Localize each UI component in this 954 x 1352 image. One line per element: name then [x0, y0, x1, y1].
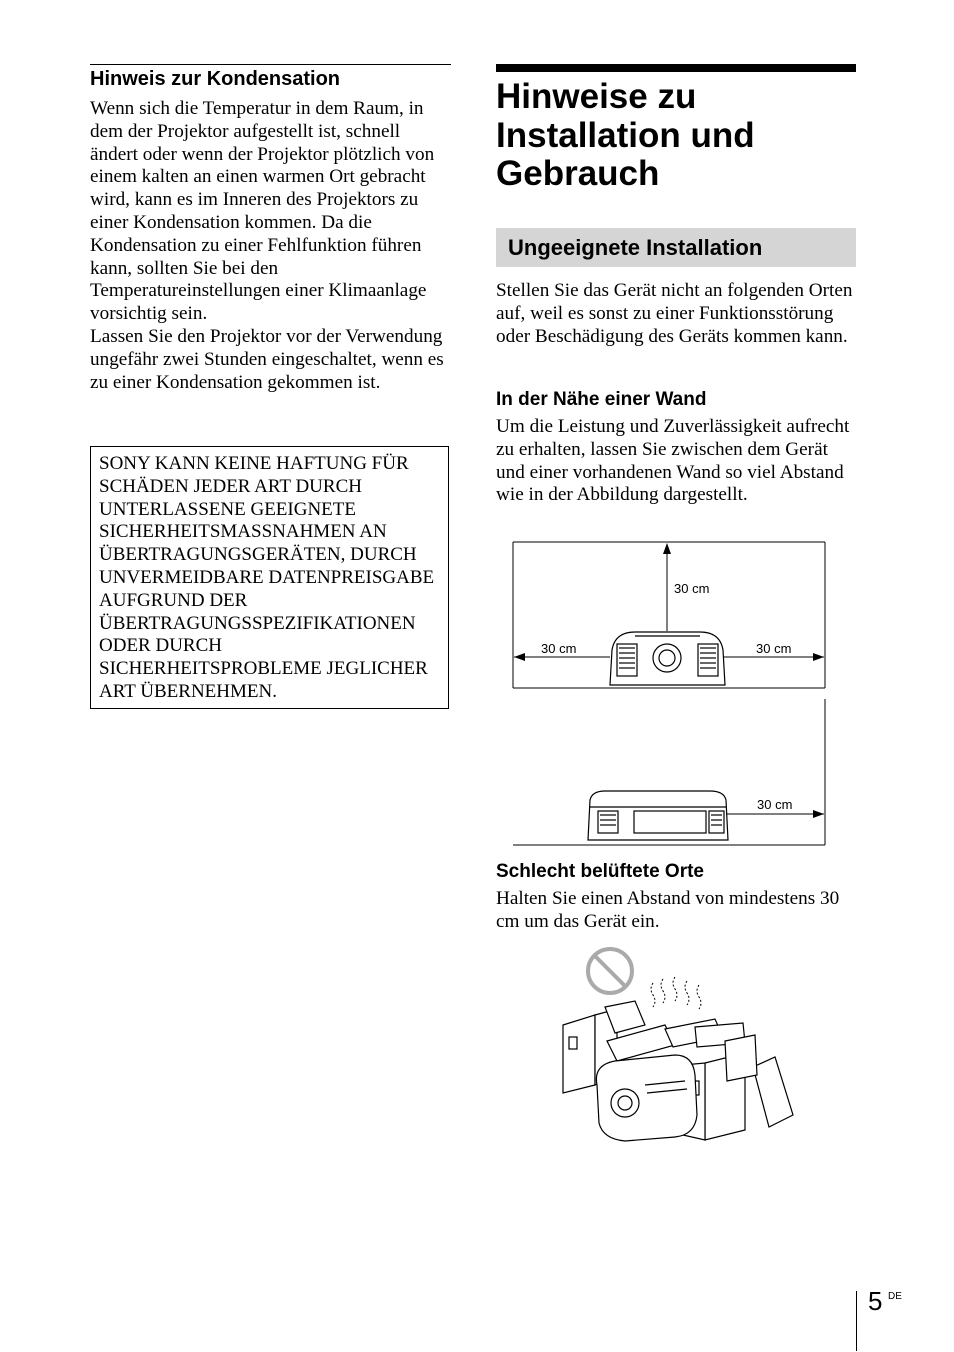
page-language-code: DE	[888, 1291, 902, 1302]
ventilation-paragraph: Halten Sie einen Abstand von mindestens 30 cm um das Gerät ein.	[496, 888, 840, 932]
page-number-rule	[856, 1291, 857, 1351]
poor-ventilation-illustration	[555, 945, 795, 1150]
condensation-paragraph-1: Wenn sich die Temperatur in dem Raum, in dem der Projektor aufgestellt ist, schnell ändert oder wenn der Projektor plötzlich von einem kalten an einen warmen Ort gebracht wird, kann es im Inneren des Projektors zu einer Kondensation kommen. Da die Kondensation zu einer Fehlfunktion führen kann, sollten Sie bei den Temperatureinstellungen einer Klimaanlage vorsichtig sein.	[90, 98, 435, 325]
section-banner: Ungeeignete Installation	[496, 228, 856, 267]
wall-paragraph: Um die Leistung und Zuverlässigkeit aufrecht zu erhalten, lassen Sie zwischen dem Gerät und einer vorhandenen Wand so viel Abstand wie in der Abbildung dargestellt.	[496, 416, 850, 506]
ventilation-heading: Schlecht belüftete Orte	[496, 861, 704, 882]
side-distance-label: 30 cm	[757, 797, 793, 812]
heat-waves-icon	[651, 977, 701, 1009]
projector-angled-view	[596, 1055, 697, 1141]
page-title: Hinweise zu Installation und Gebrauch	[496, 77, 755, 193]
top-distance-label: 30 cm	[674, 581, 710, 596]
condensation-body	[90, 98, 451, 394]
left-column	[90, 64, 451, 394]
arrowhead-up	[663, 543, 671, 554]
arrowhead-side	[813, 810, 824, 818]
title-rule	[496, 64, 856, 72]
prohibited-icon	[588, 949, 632, 993]
right-column	[496, 64, 856, 194]
wall-clearance-top-view	[510, 540, 830, 692]
wall-heading: In der Nähe einer Wand	[496, 389, 707, 410]
right-distance-label: 30 cm	[756, 641, 792, 656]
liability-notice-box: SONY KANN KEINE HAFTUNG FÜR SCHÄDEN JEDER ART DURCH UNTERLASSENE GEEIGNETE SICHERHEITSMASSNAHMEN AN ÜBERTRAGUNGSGERÄTEN, DURCH UNVERMEIDBARE DATENPREISGABE AUFGRUND DER ÜBERTRAGUNGSSPEZIFIKATIONEN ODER DURCH SICHERHEITSPROBLEME JEGLICHER ART ÜBERNEHMEN.	[90, 446, 449, 709]
projector-side-view	[588, 791, 728, 840]
page-number: 5	[868, 1286, 883, 1316]
left-distance-label: 30 cm	[541, 641, 577, 656]
intro-paragraph: Stellen Sie das Gerät nicht an folgenden Orten auf, weil es sonst zu einer Funktionsstörung oder Beschädigung des Geräts kommen kann.	[496, 280, 853, 347]
arrowhead-right	[813, 653, 824, 661]
projector-front-view	[610, 632, 725, 685]
condensation-paragraph-2: Lassen Sie den Projektor vor der Verwendung ungefähr zwei Stunden eingeschaltet, wenn es zu einer Kondensation gekommen ist.	[90, 325, 444, 393]
arrowhead-left	[514, 653, 525, 661]
condensation-heading: Hinweis zur Kondensation	[90, 64, 451, 91]
wall-clearance-side-view	[510, 695, 830, 847]
